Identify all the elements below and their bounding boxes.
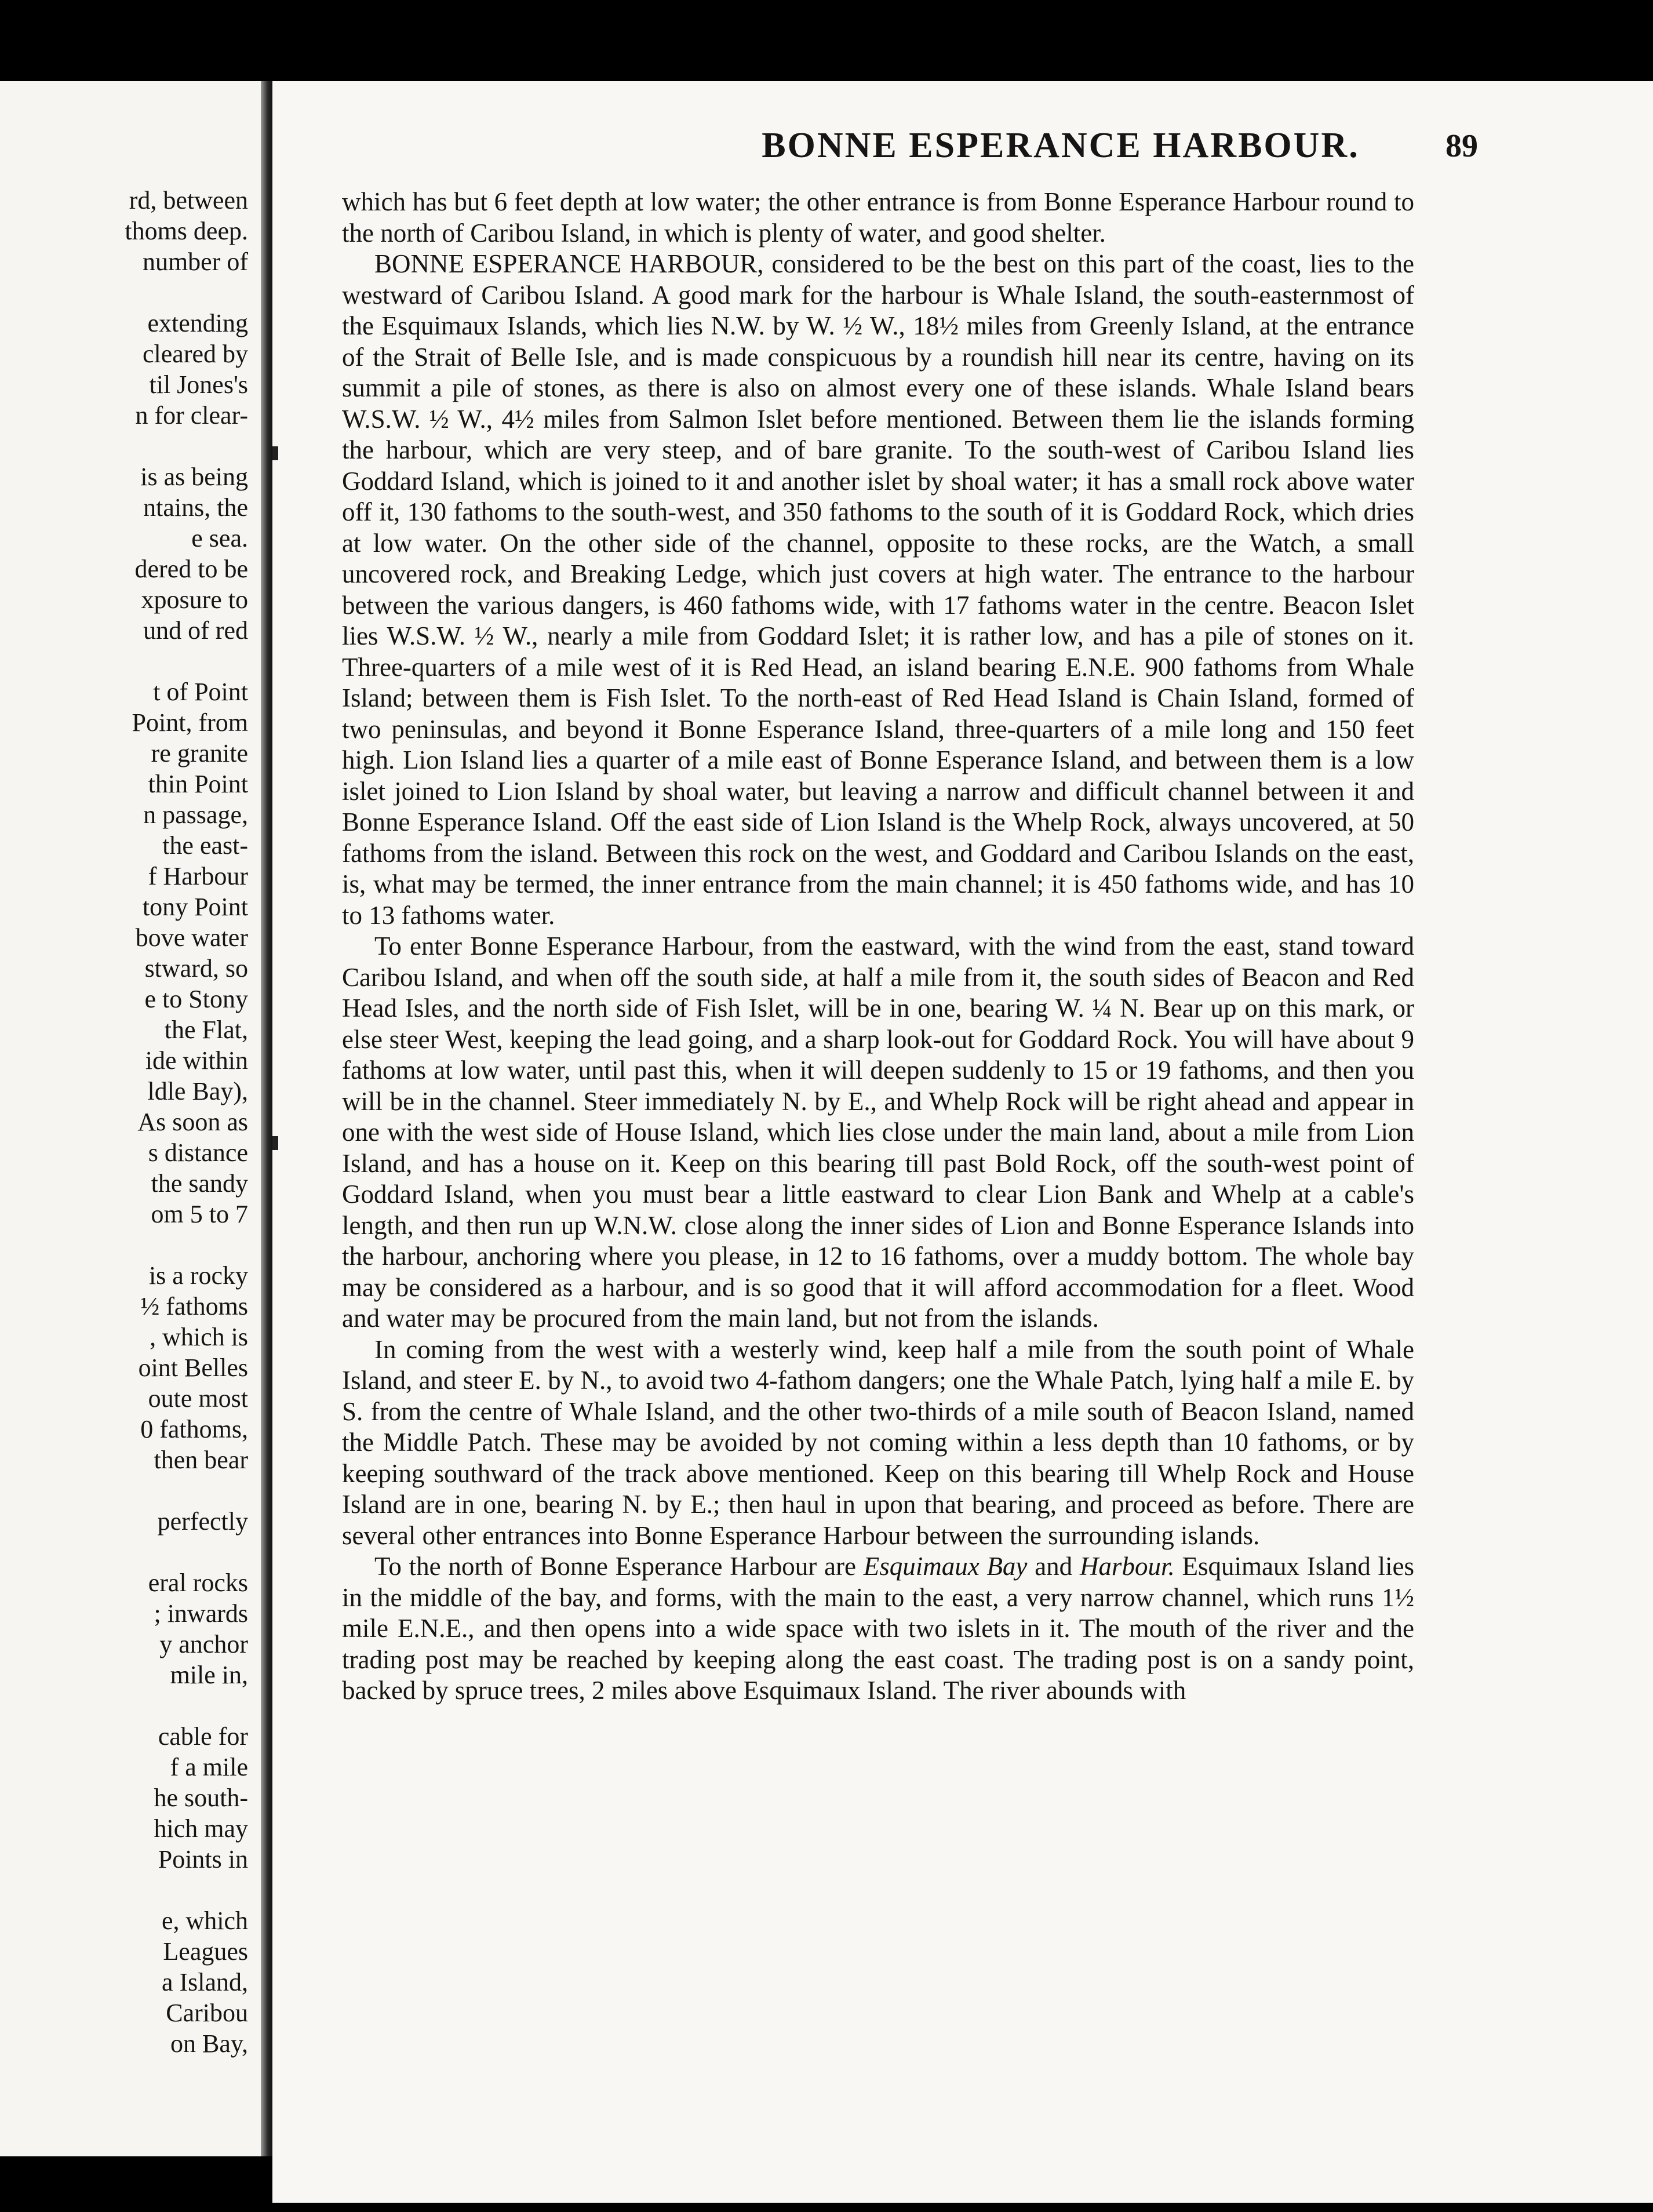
facing-page-line: oute most bbox=[148, 1384, 248, 1413]
facing-page-line: thoms deep. bbox=[125, 217, 248, 245]
facing-page-line: f Harbour bbox=[148, 862, 248, 890]
facing-page-line: a Island, bbox=[161, 1968, 248, 1996]
facing-page-line: xposure to bbox=[141, 585, 248, 614]
facing-page-line: hich may bbox=[154, 1814, 248, 1843]
facing-page-line: bove water bbox=[135, 923, 248, 952]
facing-page-line: cable for bbox=[158, 1722, 248, 1751]
facing-page-line: 0 fathoms, bbox=[140, 1415, 248, 1443]
facing-page-fragment bbox=[0, 81, 264, 2156]
facing-page-line: number of bbox=[142, 248, 248, 276]
facing-page-line: dered to be bbox=[134, 555, 248, 583]
facing-page-line: then bear bbox=[154, 1446, 248, 1474]
facing-page-line: und of red bbox=[143, 616, 248, 645]
facing-page-line: thin Point bbox=[148, 770, 248, 798]
facing-page-line: Leagues bbox=[163, 1937, 248, 1966]
facing-page-line: e, which bbox=[161, 1907, 248, 1935]
facing-page-line: om 5 to 7 bbox=[151, 1200, 248, 1228]
paragraph-text: To the north of Bonne Esperance Harbour are bbox=[374, 1552, 864, 1581]
facing-page-line: on Bay, bbox=[170, 2029, 248, 2058]
paragraph-esquimaux-bay bbox=[342, 1551, 1414, 1707]
facing-page-line: f a mile bbox=[170, 1753, 248, 1781]
facing-page-line: mile in, bbox=[170, 1661, 248, 1689]
paragraph-continued: which has but 6 feet depth at low water; the other entrance is from Bonne Esperance Harbour round to the north of Caribou Island, in which is plenty of water, and good shelter. bbox=[342, 187, 1414, 248]
facing-page-line: ½ fathoms bbox=[140, 1292, 248, 1320]
italic-place-name: Harbour. bbox=[1079, 1552, 1175, 1581]
facing-page-line: the Flat, bbox=[164, 1016, 248, 1044]
facing-page-line: As soon as bbox=[137, 1108, 248, 1136]
paragraph-text: and bbox=[1027, 1552, 1080, 1581]
facing-page-line: he south- bbox=[154, 1784, 248, 1812]
paragraph-enter-from-east: To enter Bonne Esperance Harbour, from the eastward, with the wind from the east, stand toward Caribou Island, and when off the south side, at half a mile from it, the south sides of Beacon and Red Head Isles, and the north side of Fish Islet, will be in one, bearing W. ¼ N. Bear up on this mark, or else steer West, keeping the lead going, and a sharp look-out for Goddard Rock. You will have about 9 fathoms at low water, until past this, when it will deepen suddenly to 15 or 19 fathoms, and then you will be in the channel. Steer immediately N. by E., and Whelp Rock will be right ahead and appear in one with the west side of House Island, which lies close under the main land, about a mile from Lion Island, and has a house on it. Keep on this bearing till past Bold Rock, off the south-west point of Goddard Island, when you must bear a little eastward to clear Lion Bank and Whelp at a cable's length, and then run up W.N.W. close along the inner sides of Lion and Bonne Esperance Islands into the harbour, anchoring where you please, in 12 to 16 fathoms, over a muddy bottom. The whole bay may be considered as a harbour, and is so good that it will afford accommodation for a fleet. Wood and water may be procured from the main land, but not from the islands. bbox=[342, 932, 1414, 1333]
facing-page-line: , which is bbox=[150, 1323, 248, 1351]
facing-page-line: n passage, bbox=[143, 801, 248, 829]
facing-page-line: ntains, the bbox=[143, 493, 248, 522]
facing-page-line: y anchor bbox=[159, 1630, 248, 1658]
facing-page-line: ldle Bay), bbox=[147, 1077, 248, 1105]
facing-page-line: rd, between bbox=[129, 186, 248, 214]
facing-page-line: oint Belles bbox=[138, 1354, 248, 1382]
facing-page-line: extending bbox=[147, 309, 248, 337]
margin-mark bbox=[272, 1136, 278, 1150]
facing-page-line: til Jones's bbox=[149, 370, 248, 399]
facing-page-line: stward, so bbox=[144, 954, 248, 983]
facing-page-line: Caribou bbox=[166, 1999, 248, 2027]
facing-page-line: the sandy bbox=[151, 1169, 248, 1198]
facing-page-line: Point, from bbox=[132, 708, 248, 737]
italic-place-name: Esquimaux Bay bbox=[863, 1552, 1028, 1581]
paragraph-text: Esquimaux Island lies in the middle of the bay, and forms, with the main to the east, a very narrow channel, which runs 1½ mile E.N.E., and then opens into a wide space with two islets in it. The mouth of the river and the trading post may be reached by keeping along the east coast. The trading post is on a sandy point, backed by spruce trees, 2 miles above Esquimaux Island. The river abounds with bbox=[342, 1552, 1414, 1705]
facing-page-line: cleared by bbox=[143, 340, 248, 368]
facing-page-line: is a rocky bbox=[148, 1261, 248, 1290]
facing-page-line: the east- bbox=[162, 831, 248, 860]
book-gutter bbox=[261, 81, 272, 2156]
facing-page-line: e to Stony bbox=[144, 985, 248, 1013]
facing-page-line: ; inwards bbox=[154, 1599, 248, 1628]
paragraph-enter-from-west: In coming from the west with a westerly wind, keep half a mile from the south point of Whale Island, and steer E. by N., to avoid two 4-fathom dangers; one the Whale Patch, lying half a mile E. by S. from the centre of Whale Island, and the other two-thirds of a mile south of Beacon Island, named the Middle Patch. These may be avoided by not coming within a less depth than 10 fathoms, or by keeping southward of the track above mentioned. Keep on this bearing till Whelp Rock and House Island are in one, bearing N. by E.; then haul in upon that bearing, and proceed as before. There are several other entrances into Bonne Esperance Harbour between the surrounding islands. bbox=[342, 1334, 1414, 1550]
facing-page-line: is as being bbox=[140, 463, 248, 491]
facing-page-line: Points in bbox=[158, 1845, 248, 1873]
facing-page-line: re granite bbox=[151, 739, 248, 767]
facing-page-line: eral rocks bbox=[148, 1569, 248, 1597]
body-text bbox=[342, 187, 1414, 1707]
facing-page-line: s distance bbox=[148, 1138, 248, 1167]
facing-page-line: t of Point bbox=[153, 678, 248, 706]
facing-page-line: e sea. bbox=[191, 524, 248, 552]
facing-page-line: perfectly bbox=[157, 1507, 248, 1536]
margin-mark bbox=[272, 446, 278, 460]
paragraph-harbour-description: BONNE ESPERANCE HARBOUR, considered to be the best on this part of the coast, lies to the westward of Caribou Island. A good mark for the harbour is Whale Island, the south-easternmost of the Esquimaux Islands, which lies N.W. by W. ½ W., 18½ miles from Greenly Island, at the entrance of the Strait of Belle Isle, and is made conspicuous by a roundish hill near its centre, having on its summit a pile of stones, as there is also on almost every one of these islands. Whale Island bears W.S.W. ½ W., 4½ miles from Salmon Islet before mentioned. Between them lie the islands forming the harbour, which are very steep, and of bare granite. To the south-west of Caribou Island lies Goddard Island, which is joined to it and another islet by shoal water; it has a small rock above water off it, 130 fathoms to the south-west, and 350 fathoms to the south of it is Goddard Rock, which dries at low water. On the other side of the channel, opposite to these rocks, are the Watch, a small uncovered rock, and Breaking Ledge, which just covers at high water. The entrance to the harbour between the various dangers, is 460 fathoms wide, with 17 fathoms water in the centre. Beacon Islet lies W.S.W. ½ W., nearly a mile from Goddard Islet; it is rather low, and has a pile of stones on it. Three-quarters of a mile west of it is Red Head, an island bearing E.N.E. 900 fathoms from Whale Island; between them is Fish Islet. To the north-east of Red Head Island is Chain Island, formed of two peninsulas, and beyond it Bonne Esperance Island, three-quarters of a mile long and 150 feet high. Lion Island lies a quarter of a mile east of Bonne Esperance Island, and between them is a low islet joined to Lion Island by shoal water, but leaving a narrow and difficult channel between it and Bonne Esperance Island. Off the east side of Lion Island is the Whelp Rock, always uncovered, at 50 fathoms from the island. Between this rock on the west, and Goddard and Caribou Islands on the east, is, what may be termed, the inner entrance from the main channel; it is 450 fathoms wide, and has 10 to 13 fathoms water. bbox=[342, 249, 1414, 930]
facing-page-line: n for clear- bbox=[135, 401, 248, 430]
running-head: BONNE ESPERANCE HARBOUR. bbox=[762, 126, 1360, 165]
facing-page-line: tony Point bbox=[142, 893, 248, 921]
facing-page-line: ide within bbox=[145, 1046, 248, 1075]
book-page bbox=[272, 81, 1653, 2203]
page-number: 89 bbox=[1446, 128, 1478, 164]
